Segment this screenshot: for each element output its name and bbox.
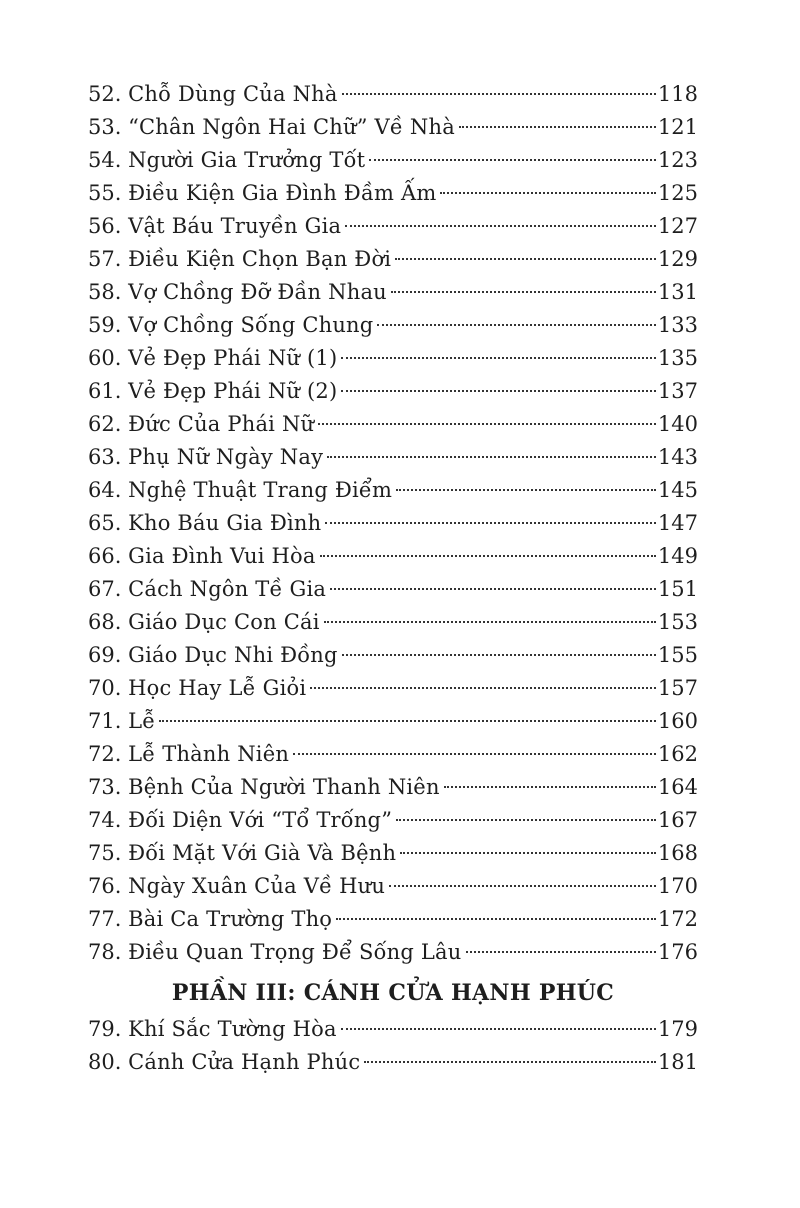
toc-entry-page: 179	[657, 1017, 698, 1041]
toc-entry-title: Giáo Dục Con Cái	[128, 610, 320, 634]
dot-leader	[400, 852, 656, 854]
toc-entry-title: Lễ Thành Niên	[128, 742, 290, 766]
dot-leader	[159, 720, 656, 722]
toc-entry-title: Nghệ Thuật Trang Điểm	[128, 478, 393, 502]
toc-entry-page: 149	[657, 544, 698, 568]
toc-entry	[88, 78, 698, 111]
toc-entry-number: 70.	[88, 676, 122, 700]
toc-list-part-3	[88, 1013, 698, 1079]
dot-leader	[395, 258, 656, 260]
toc-entry-page: 164	[657, 775, 698, 799]
toc-entry-number: 68.	[88, 610, 122, 634]
toc-entry-number: 60.	[88, 346, 122, 370]
toc-entry-number: 66.	[88, 544, 122, 568]
toc-entry	[88, 375, 698, 408]
toc-entry	[88, 1013, 698, 1046]
toc-entry	[88, 243, 698, 276]
toc-entry-title: Phụ Nữ Ngày Nay	[128, 445, 324, 469]
dot-leader	[324, 621, 656, 623]
toc-entry-number: 58.	[88, 280, 122, 304]
toc-entry-title: Điều Kiện Gia Đình Đầm Ấm	[128, 181, 437, 205]
dot-leader	[325, 522, 656, 524]
toc-entry	[88, 408, 698, 441]
toc-list-part-2	[88, 78, 698, 969]
toc-entry-page: 135	[657, 346, 698, 370]
dot-leader	[320, 555, 656, 557]
toc-entry-title: Khí Sắc Tường Hòa	[128, 1017, 337, 1041]
toc-entry-page: 160	[657, 709, 698, 733]
toc-entry-page: 157	[657, 676, 698, 700]
toc-entry	[88, 639, 698, 672]
toc-entry	[88, 606, 698, 639]
toc-entry-title: Vợ Chồng Sống Chung	[128, 313, 374, 337]
dot-leader	[396, 489, 656, 491]
toc-entry-number: 52.	[88, 82, 122, 106]
toc-entry	[88, 672, 698, 705]
toc-entry-number: 61.	[88, 379, 122, 403]
dot-leader	[391, 291, 656, 293]
toc-entry-title: Đức Của Phái Nữ	[128, 412, 315, 436]
toc-entry-page: 131	[657, 280, 698, 304]
dot-leader	[310, 687, 656, 689]
toc-entry	[88, 705, 698, 738]
dot-leader	[364, 1061, 656, 1063]
dot-leader	[341, 390, 656, 392]
toc-entry	[88, 342, 698, 375]
dot-leader	[377, 324, 655, 326]
toc-entry-number: 65.	[88, 511, 122, 535]
toc-entry-title: Chỗ Dùng Của Nhà	[128, 82, 338, 106]
toc-entry-page: 147	[657, 511, 698, 535]
toc-entry-page: 133	[657, 313, 698, 337]
toc-entry-number: 78.	[88, 940, 122, 964]
dot-leader	[330, 588, 656, 590]
toc-entry-title: Kho Báu Gia Đình	[128, 511, 322, 535]
dot-leader	[293, 753, 656, 755]
toc-entry-page: 143	[657, 445, 698, 469]
toc-entry-number: 72.	[88, 742, 122, 766]
toc-entry	[88, 837, 698, 870]
toc-entry-number: 75.	[88, 841, 122, 865]
toc-entry	[88, 771, 698, 804]
toc-entry-title: Học Hay Lễ Giỏi	[128, 676, 307, 700]
toc-entry-title: Đối Diện Với “Tổ Trống”	[128, 808, 393, 832]
toc-entry-page: 137	[657, 379, 698, 403]
toc-entry-number: 69.	[88, 643, 122, 667]
toc-entry-title: Cách Ngôn Tề Gia	[128, 577, 327, 601]
toc-entry-number: 71.	[88, 709, 122, 733]
toc-entry-page: 125	[657, 181, 698, 205]
toc-entry	[88, 1046, 698, 1079]
toc-entry-title: Lễ	[128, 709, 156, 733]
toc-entry-number: 73.	[88, 775, 122, 799]
toc-entry-number: 79.	[88, 1017, 122, 1041]
toc-entry-page: 153	[657, 610, 698, 634]
toc-entry-title: Vật Báu Truyền Gia	[128, 214, 342, 238]
toc-entry	[88, 210, 698, 243]
dot-leader	[459, 126, 656, 128]
toc-entry-title: Gia Đình Vui Hòa	[128, 544, 316, 568]
toc-entry-title: Vợ Chồng Đỡ Đần Nhau	[128, 280, 387, 304]
toc-entry-title: Bài Ca Trường Thọ	[128, 907, 333, 931]
toc-entry-title: Điều Kiện Chọn Bạn Đời	[128, 247, 392, 271]
dot-leader	[342, 93, 656, 95]
toc-entry-page: 129	[657, 247, 698, 271]
toc-entry	[88, 276, 698, 309]
dot-leader	[327, 456, 656, 458]
dot-leader	[341, 357, 656, 359]
dot-leader	[444, 786, 656, 788]
dot-leader	[440, 192, 655, 194]
toc-entry	[88, 738, 698, 771]
toc-entry	[88, 144, 698, 177]
toc-entry-page: 168	[657, 841, 698, 865]
toc-entry-number: 80.	[88, 1050, 122, 1074]
toc-entry-page: 140	[657, 412, 698, 436]
toc-entry	[88, 309, 698, 342]
toc-entry-page: 121	[657, 115, 698, 139]
dot-leader	[342, 654, 656, 656]
toc-entry-page: 155	[657, 643, 698, 667]
toc-entry-number: 55.	[88, 181, 122, 205]
toc-entry-page: 151	[657, 577, 698, 601]
toc-entry-title: Đối Mặt Với Già Và Bệnh	[128, 841, 397, 865]
toc-entry-title: Vẻ Đẹp Phái Nữ (1)	[128, 346, 338, 370]
toc-entry	[88, 573, 698, 606]
toc-entry-title: “Chân Ngôn Hai Chữ” Về Nhà	[128, 115, 455, 139]
toc-entry-number: 64.	[88, 478, 122, 502]
dot-leader	[466, 951, 656, 953]
toc-entry-number: 67.	[88, 577, 122, 601]
toc-entry	[88, 474, 698, 507]
dot-leader	[318, 423, 656, 425]
table-of-contents	[88, 78, 698, 1079]
toc-entry-number: 56.	[88, 214, 122, 238]
toc-entry-number: 63.	[88, 445, 122, 469]
toc-entry	[88, 903, 698, 936]
toc-entry	[88, 177, 698, 210]
section-heading: PHẦN III: CÁNH CỬA HẠNH PHÚC	[171, 980, 615, 1006]
toc-entry-number: 62.	[88, 412, 122, 436]
toc-entry-page: 167	[657, 808, 698, 832]
toc-entry-title: Điều Quan Trọng Để Sống Lâu	[128, 940, 462, 964]
toc-entry-page: 170	[657, 874, 698, 898]
toc-entry	[88, 936, 698, 969]
toc-entry-page: 162	[657, 742, 698, 766]
toc-entry-page: 145	[657, 478, 698, 502]
toc-entry	[88, 441, 698, 474]
dot-leader	[341, 1028, 656, 1030]
toc-entry-number: 53.	[88, 115, 122, 139]
toc-entry-number: 77.	[88, 907, 122, 931]
toc-entry-number: 57.	[88, 247, 122, 271]
toc-entry-page: 172	[657, 907, 698, 931]
toc-entry-page: 176	[657, 940, 698, 964]
toc-entry-page: 127	[657, 214, 698, 238]
toc-entry-number: 76.	[88, 874, 122, 898]
dot-leader	[389, 885, 656, 887]
toc-entry-title: Người Gia Trưởng Tốt	[128, 148, 366, 172]
toc-entry-page: 118	[657, 82, 698, 106]
toc-entry	[88, 870, 698, 903]
dot-leader	[369, 159, 656, 161]
toc-entry-title: Ngày Xuân Của Về Hưu	[128, 874, 386, 898]
toc-entry-title: Cánh Cửa Hạnh Phúc	[128, 1050, 361, 1074]
toc-entry-page: 181	[657, 1050, 698, 1074]
toc-entry	[88, 804, 698, 837]
toc-entry-title: Bệnh Của Người Thanh Niên	[128, 775, 440, 799]
toc-entry-number: 74.	[88, 808, 122, 832]
toc-entry-page: 123	[657, 148, 698, 172]
toc-entry	[88, 111, 698, 144]
toc-entry	[88, 507, 698, 540]
toc-entry-title: Giáo Dục Nhi Đồng	[128, 643, 338, 667]
dot-leader	[336, 918, 656, 920]
dot-leader	[396, 819, 656, 821]
toc-entry-title: Vẻ Đẹp Phái Nữ (2)	[128, 379, 338, 403]
toc-entry-number: 59.	[88, 313, 122, 337]
dot-leader	[345, 225, 656, 227]
toc-entry	[88, 540, 698, 573]
toc-entry-number: 54.	[88, 148, 122, 172]
